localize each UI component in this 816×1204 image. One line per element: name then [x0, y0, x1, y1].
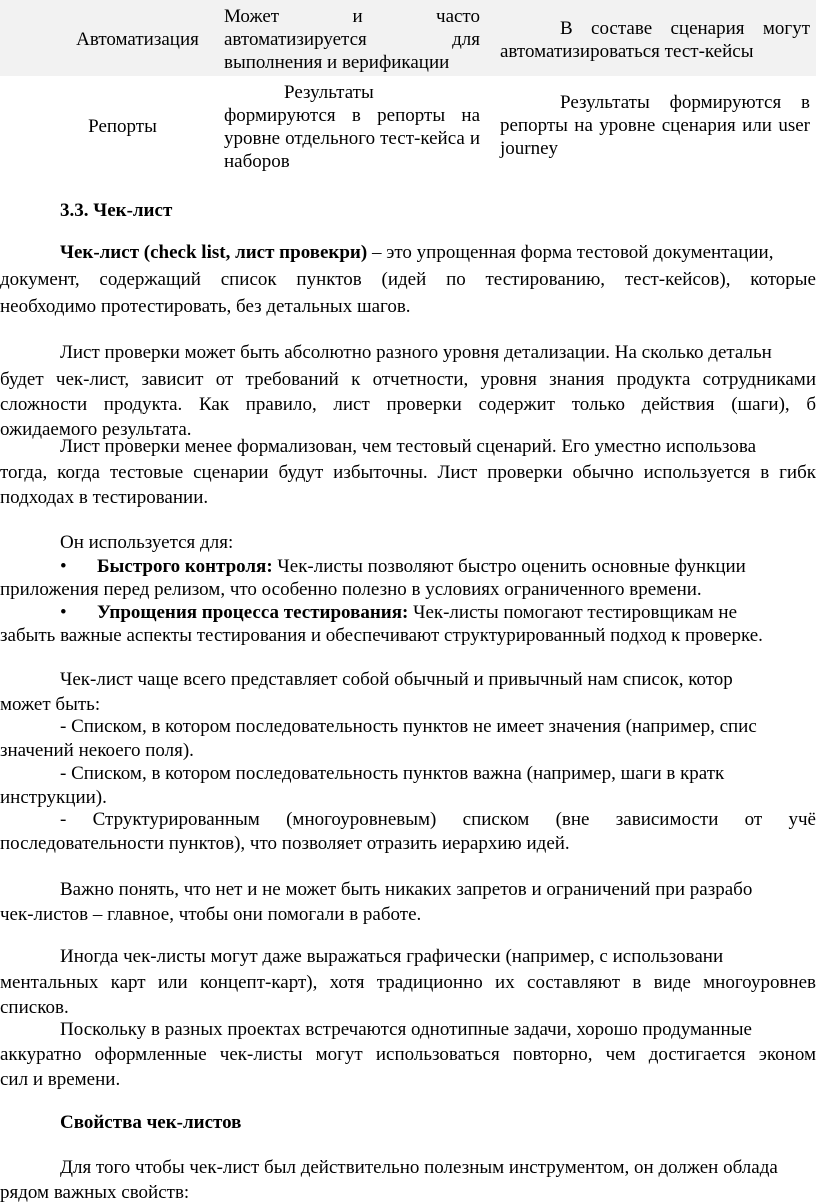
- paragraph-line: тогда, когда тестовые сценарии будут избыточны. Лист проверки обычно используется в гибк: [0, 462, 816, 483]
- bullet-text: Чек-листы позволяют быстро оценить основные функции: [272, 556, 746, 577]
- bullet-item: [0, 601, 816, 624]
- paragraph-line: Лист проверки менее формализован, чем тестовый сценарий. Его уместно использова: [60, 436, 757, 457]
- table-row-reports: [0, 76, 816, 176]
- test-case-cell: Может и часто автоматизируется для выполнения и верификации: [224, 6, 480, 73]
- bullet-item: [0, 555, 816, 578]
- definition-paragraph: [0, 241, 816, 264]
- paragraph-line: приложения перед релизом, что особенно полезно в условиях ограниченного времени.: [0, 579, 702, 600]
- paragraph-line: Для того чтобы чек-лист был действительно полезным инструментом, он должен облада: [60, 1157, 778, 1178]
- bullet-term: Упрощения процесса тестирования:: [97, 602, 409, 623]
- paragraph-line: необходимо протестировать, без детальных шагов.: [0, 296, 411, 317]
- term-cell: Автоматизация: [76, 29, 199, 50]
- definition-text: – это упрощенная форма тестовой документации,: [367, 242, 774, 263]
- list-item: - Структурированным (многоуровневым) списком (вне зависимости от учё: [60, 809, 816, 830]
- paragraph-line: инструкции).: [0, 787, 107, 808]
- list-item: - Списком, в котором последовательность пунктов не имеет значения (например, спис: [60, 716, 757, 737]
- bullet-icon: •: [60, 602, 67, 623]
- term-cell: Репорты: [88, 116, 157, 137]
- table-row-automation: [0, 0, 816, 76]
- paragraph-line: рядом важных свойств:: [0, 1182, 190, 1203]
- paragraph-line: значений некоего поля).: [0, 740, 194, 761]
- paragraph-line: сил и времени.: [0, 1069, 121, 1090]
- section-heading: 3.3. Чек-лист: [60, 200, 173, 221]
- paragraph-line: Иногда чек-листы могут даже выражаться графически (например, с использовани: [60, 946, 724, 967]
- bullet-icon: •: [60, 556, 67, 577]
- paragraph-line: Важно понять, что нет и не может быть никаких запретов и ограничений при разрабо: [60, 879, 753, 900]
- paragraph-line: может быть:: [0, 694, 101, 715]
- bullet-term: Быстрого контроля:: [97, 556, 273, 577]
- paragraph-line: Лист проверки может быть абсолютно разного уровня детализации. На сколько детальн: [60, 342, 772, 363]
- paragraph-line: чек-листов – главное, чтобы они помогали в работе.: [0, 904, 422, 925]
- paragraph-line: аккуратно оформленные чек-листы могут использоваться повторно, чем достигается эконом: [0, 1044, 816, 1065]
- paragraph-line: сложности продукта. Как правило, лист проверки содержит только действия (шаги), б: [0, 394, 816, 415]
- uses-intro: Он используется для:: [60, 532, 234, 553]
- scenario-cell: В составе сценария могут автоматизироваться тест-кейсы: [500, 18, 810, 62]
- paragraph-line: подходах в тестировании.: [0, 487, 209, 508]
- paragraph-line: будет чек-лист, зависит от требований к отчетности, уровня знания продукта сотрудниками: [0, 369, 816, 390]
- paragraph-line: ментальных карт или концепт-карт), хотя традиционно их составляют в виде многоуровнев: [0, 972, 816, 993]
- paragraph-line: Поскольку в разных проектах встречаются однотипные задачи, хорошо продуманные: [60, 1019, 752, 1040]
- scenario-cell: Результаты формируются в репорты на уровне сценария или user journey: [500, 92, 810, 159]
- subsection-heading: Свойства чек-листов: [60, 1112, 242, 1133]
- paragraph-line: забыть важные аспекты тестирования и обеспечивают структурированный подход к проверке.: [0, 625, 763, 646]
- list-item: - Списком, в котором последовательность пунктов важна (например, шаги в кратк: [60, 763, 725, 784]
- definition-term: Чек-лист (check list, лист провекри): [60, 242, 368, 263]
- paragraph-line: списков.: [0, 997, 69, 1018]
- bullet-text: Чек-листы помогают тестировщикам не: [408, 602, 738, 623]
- paragraph-line: Чек-лист чаще всего представляет собой обычный и привычный нам список, котор: [60, 669, 733, 690]
- paragraph-line: ожидаемого результата.: [0, 419, 192, 440]
- test-case-cell: Результаты формируются в репорты на уровне отдельного тест-кейса и наборов: [224, 82, 480, 172]
- paragraph-line: документ, содержащий список пунктов (идей по тестированию, тест-кейсов), которые: [0, 269, 816, 290]
- paragraph-line: последовательности пунктов), что позволяет отразить иерархию идей.: [0, 833, 570, 854]
